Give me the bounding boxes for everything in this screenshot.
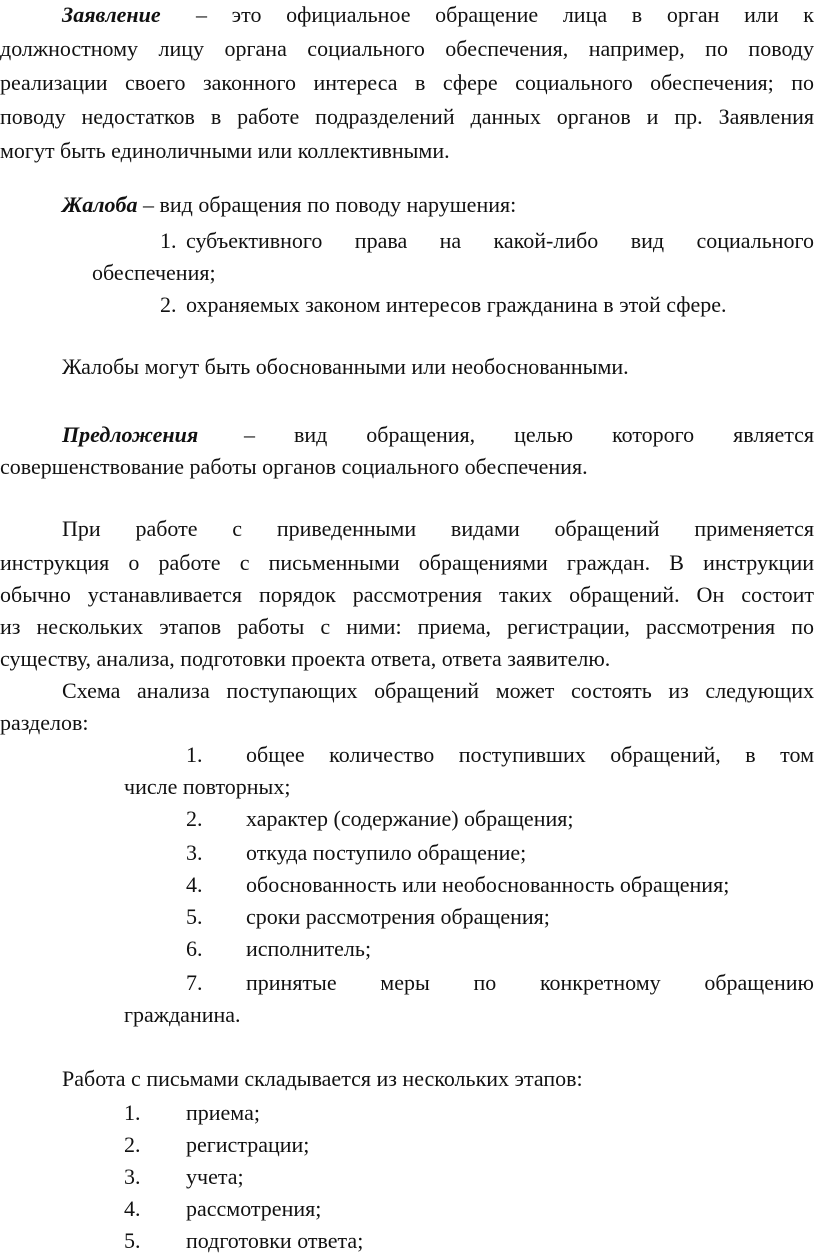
paragraph-line: – это официальное обращение лица в орган или к bbox=[196, 2, 814, 27]
list-item-text: принятые меры по конкретному обращению bbox=[246, 970, 814, 995]
paragraph-line: разделов: bbox=[0, 710, 89, 735]
zhaloba-definition: – вид обращения по поводу нарушения: bbox=[137, 192, 517, 217]
paragraph-line: должностному лицу органа социального обеспечения, например, по поводу bbox=[0, 36, 814, 61]
paragraph-line: совершенствование работы органов социального обеспечения. bbox=[0, 454, 588, 479]
list-item-number: 1. bbox=[124, 1100, 141, 1125]
list-item-number: 1. bbox=[186, 742, 203, 767]
list-item-text: общее количество поступивших обращений, в том bbox=[246, 742, 814, 767]
list-item-number: 5. bbox=[124, 1228, 141, 1253]
list-item-number: 2. bbox=[160, 292, 177, 317]
list-item-text: подготовки ответа; bbox=[186, 1228, 364, 1253]
paragraph-line: поводу недостатков в работе подразделений данных органов и пр. Заявления bbox=[0, 104, 814, 129]
list-item-text: характер (содержание) обращения; bbox=[246, 806, 574, 831]
paragraph-line: – вид обращения, целью которого является bbox=[244, 422, 814, 447]
list-item-text: откуда поступило обращение; bbox=[246, 840, 527, 865]
list-item-number: 6. bbox=[186, 936, 203, 961]
paragraph-line: Схема анализа поступающих обращений может состоять из следующих bbox=[62, 678, 814, 703]
list-item-text: гражданина. bbox=[124, 1002, 241, 1027]
list-item-text: обоснованность или необоснованность обращения; bbox=[246, 872, 730, 897]
term-zayavlenie: Заявление bbox=[62, 2, 161, 27]
list-item-number: 7. bbox=[186, 970, 203, 995]
term-predlozhenia: Предложения bbox=[62, 422, 199, 447]
paragraph-line: из нескольких этапов работы с ними: приема, регистрации, рассмотрения по bbox=[0, 614, 814, 639]
term-zhaloba: Жалоба bbox=[62, 192, 138, 217]
list-item-text: исполнитель; bbox=[246, 936, 372, 961]
list-item-number: 4. bbox=[186, 872, 203, 897]
paragraph-line: существу, анализа, подготовки проекта ответа, ответа заявителю. bbox=[0, 646, 611, 671]
paragraph-line: обычно устанавливается порядок рассмотрения таких обращений. Он состоит bbox=[0, 582, 814, 607]
paragraph-line: При работе с приведенными видами обращений применяется bbox=[62, 516, 814, 541]
list-item-text: регистрации; bbox=[186, 1132, 310, 1157]
list-item-number: 5. bbox=[186, 904, 203, 929]
list-item-text: обеспечения; bbox=[92, 260, 216, 285]
list-item-number: 2. bbox=[124, 1132, 141, 1157]
list-item-text: рассмотрения; bbox=[186, 1196, 322, 1221]
list-item-number: 2. bbox=[186, 806, 203, 831]
list-item-text: сроки рассмотрения обращения; bbox=[246, 904, 550, 929]
paragraph-line: могут быть единоличными или коллективными. bbox=[0, 138, 450, 163]
list-item-number: 3. bbox=[186, 840, 203, 865]
list-item-text: охраняемых законом интересов гражданина в этой сфере. bbox=[186, 292, 727, 317]
list-item-number: 1. bbox=[160, 228, 177, 253]
list-item-text: числе повторных; bbox=[124, 774, 291, 799]
paragraph-line: реализации своего законного интереса в сфере социального обеспечения; по bbox=[0, 70, 814, 95]
list-item-text: учета; bbox=[186, 1164, 244, 1189]
list-item-number: 4. bbox=[124, 1196, 141, 1221]
paragraph-line: инструкция о работе с письменными обращениями граждан. В инструкции bbox=[0, 550, 814, 575]
letters-intro: Работа с письмами складывается из нескольких этапов: bbox=[62, 1066, 583, 1091]
list-item-number: 3. bbox=[124, 1164, 141, 1189]
zhaloba-note: Жалобы могут быть обоснованными или необоснованными. bbox=[62, 354, 629, 379]
list-item-text: субъективного права на какой-либо вид социального bbox=[186, 228, 814, 253]
zhaloba-heading-line bbox=[62, 192, 516, 218]
list-item-text: приема; bbox=[186, 1100, 260, 1125]
